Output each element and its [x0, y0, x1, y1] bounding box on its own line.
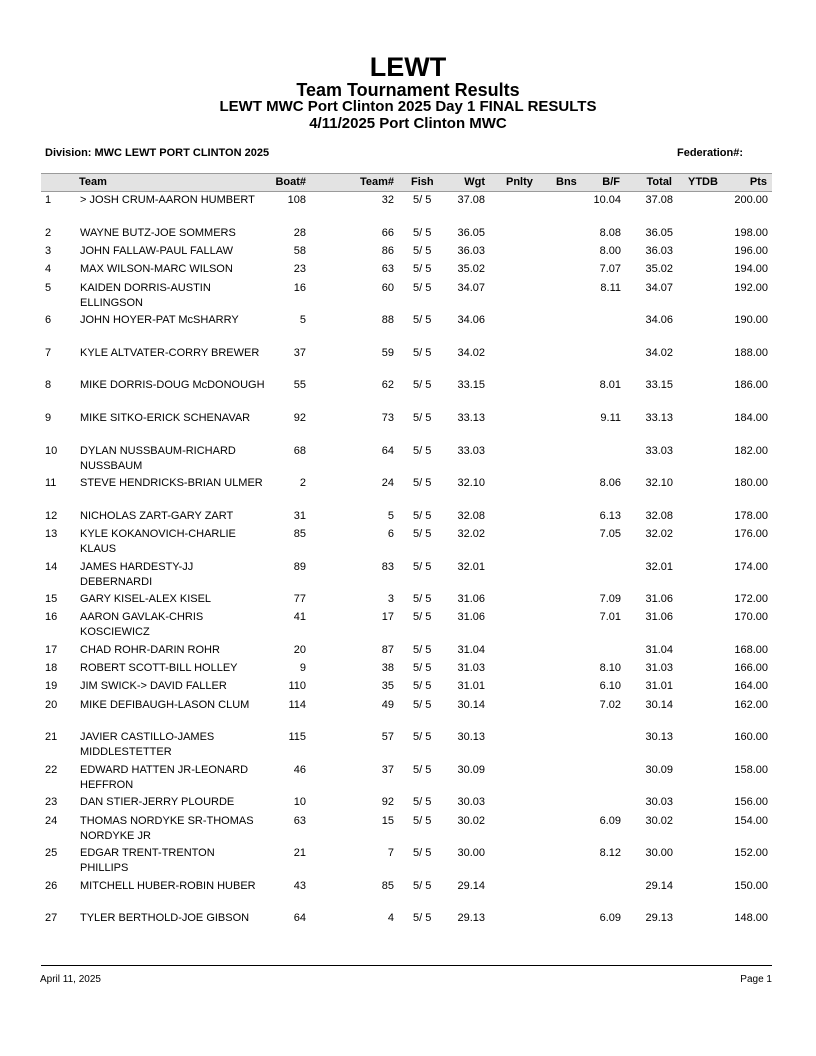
cell-total: 33.13	[645, 412, 673, 424]
cell-big-fish: 9.11	[600, 412, 621, 424]
cell-weight: 34.06	[457, 314, 485, 326]
cell-team-number: 62	[381, 379, 394, 391]
cell-big-fish: 7.09	[599, 593, 621, 605]
cell-fish: 5/ 5	[413, 379, 432, 391]
cell-boat: 89	[293, 561, 306, 573]
cell-weight: 31.03	[457, 662, 485, 674]
cell-team: TYLER BERTHOLD-JOE GIBSON	[80, 912, 250, 924]
cell-boat: 85	[293, 528, 306, 540]
cell-team: MITCHELL HUBER-ROBIN HUBER	[80, 880, 256, 892]
cell-place: 5	[45, 282, 52, 294]
cell-big-fish: 8.01	[599, 379, 621, 391]
cell-total: 31.06	[645, 611, 673, 623]
cell-total: 30.13	[645, 731, 673, 743]
cell-team: KAIDEN DORRIS-AUSTIN ELLINGSON	[80, 282, 211, 309]
cell-weight: 30.09	[457, 764, 485, 776]
cell-weight: 31.04	[457, 644, 485, 656]
cell-weight: 29.13	[457, 912, 485, 924]
cell-points: 194.00	[734, 263, 768, 275]
cell-team-number: 37	[381, 764, 394, 776]
col-header-total: Total	[646, 176, 672, 188]
cell-boat: 31	[293, 510, 306, 522]
cell-boat: 37	[293, 347, 306, 359]
cell-fish: 5/ 5	[413, 528, 432, 540]
cell-fish: 5/ 5	[413, 561, 432, 573]
cell-place: 18	[45, 662, 58, 674]
cell-weight: 30.14	[457, 699, 485, 711]
cell-weight: 31.06	[457, 611, 485, 623]
footer-date: April 11, 2025	[40, 974, 101, 985]
cell-big-fish: 8.10	[599, 662, 621, 674]
cell-place: 21	[45, 731, 58, 743]
cell-fish: 5/ 5	[413, 662, 432, 674]
cell-total: 36.05	[645, 227, 673, 239]
cell-boat: 58	[293, 245, 306, 257]
cell-fish: 5/ 5	[413, 412, 432, 424]
cell-team: THOMAS NORDYKE SR-THOMAS NORDYKE JR	[80, 815, 254, 842]
footer-rule	[41, 965, 772, 966]
cell-team-number: 64	[381, 445, 394, 457]
cell-place: 13	[45, 528, 58, 540]
cell-big-fish: 6.13	[599, 510, 621, 522]
col-header-teamno: Team#	[359, 176, 394, 188]
cell-total: 34.02	[645, 347, 673, 359]
cell-fish: 5/ 5	[413, 680, 432, 692]
cell-team-number: 49	[381, 699, 394, 711]
cell-team-number: 60	[381, 282, 394, 294]
cell-total: 34.07	[645, 282, 673, 294]
col-header-wgt: Wgt	[464, 176, 485, 188]
cell-team: EDGAR TRENT-TRENTON PHILLIPS	[80, 847, 215, 874]
cell-fish: 5/ 5	[413, 764, 432, 776]
cell-fish: 5/ 5	[413, 445, 432, 457]
cell-points: 150.00	[734, 880, 768, 892]
cell-big-fish: 6.10	[599, 680, 621, 692]
cell-place: 7	[45, 347, 52, 359]
cell-points: 168.00	[734, 644, 768, 656]
cell-team-number: 87	[381, 644, 394, 656]
cell-boat: 28	[293, 227, 306, 239]
report-date-location: 4/11/2025 Port Clinton MWC	[309, 115, 507, 132]
cell-points: 196.00	[734, 245, 768, 257]
cell-team-number: 6	[387, 528, 394, 540]
cell-boat: 43	[293, 880, 306, 892]
cell-fish: 5/ 5	[413, 699, 432, 711]
cell-team-number: 17	[381, 611, 394, 623]
cell-team-number: 4	[387, 912, 394, 924]
col-header-bf: B/F	[602, 176, 620, 188]
cell-fish: 5/ 5	[413, 796, 432, 808]
cell-team-number: 92	[381, 796, 394, 808]
cell-team: MIKE DORRIS-DOUG McDONOUGH	[80, 379, 265, 391]
cell-fish: 5/ 5	[413, 611, 432, 623]
cell-boat: 20	[293, 644, 306, 656]
cell-team-number: 35	[381, 680, 394, 692]
cell-team-number: 3	[387, 593, 394, 605]
cell-total: 34.06	[645, 314, 673, 326]
cell-weight: 29.14	[457, 880, 485, 892]
cell-team-number: 86	[381, 245, 394, 257]
cell-weight: 36.05	[457, 227, 485, 239]
cell-weight: 32.10	[457, 477, 485, 489]
cell-points: 176.00	[734, 528, 768, 540]
cell-boat: 55	[293, 379, 306, 391]
cell-team: JAMES HARDESTY-JJ DEBERNARDI	[80, 561, 194, 588]
col-header-pnlty: Pnlty	[506, 176, 533, 188]
cell-points: 160.00	[734, 731, 768, 743]
cell-total: 29.14	[645, 880, 673, 892]
cell-team-number: 32	[381, 194, 394, 206]
cell-weight: 34.07	[457, 282, 485, 294]
cell-fish: 5/ 5	[413, 245, 432, 257]
cell-team: AARON GAVLAK-CHRIS KOSCIEWICZ	[80, 611, 204, 638]
cell-fish: 5/ 5	[413, 227, 432, 239]
cell-weight: 30.02	[457, 815, 485, 827]
cell-team-number: 66	[381, 227, 394, 239]
cell-place: 15	[45, 593, 58, 605]
cell-points: 198.00	[734, 227, 768, 239]
cell-team: DYLAN NUSSBAUM-RICHARD NUSSBAUM	[80, 445, 236, 472]
cell-points: 152.00	[734, 847, 768, 859]
division-label: Division: MWC LEWT PORT CLINTON 2025	[45, 147, 270, 159]
cell-total: 30.03	[645, 796, 673, 808]
cell-big-fish: 8.08	[599, 227, 621, 239]
federation-label: Federation#:	[677, 147, 744, 159]
cell-points: 178.00	[734, 510, 768, 522]
cell-boat: 68	[293, 445, 306, 457]
cell-total: 30.02	[645, 815, 673, 827]
cell-place: 6	[45, 314, 52, 326]
cell-total: 31.06	[645, 593, 673, 605]
cell-team-number: 73	[381, 412, 394, 424]
cell-big-fish: 7.02	[599, 699, 621, 711]
cell-fish: 5/ 5	[413, 815, 432, 827]
cell-place: 14	[45, 561, 58, 573]
cell-points: 188.00	[734, 347, 768, 359]
cell-team: ROBERT SCOTT-BILL HOLLEY	[80, 662, 238, 674]
cell-team: DAN STIER-JERRY PLOURDE	[80, 796, 235, 808]
cell-team-number: 7	[387, 847, 394, 859]
cell-weight: 34.02	[457, 347, 485, 359]
cell-fish: 5/ 5	[413, 477, 432, 489]
cell-place: 10	[45, 445, 58, 457]
cell-fish: 5/ 5	[413, 731, 432, 743]
cell-team-number: 38	[381, 662, 394, 674]
cell-points: 186.00	[734, 379, 768, 391]
cell-boat: 110	[288, 680, 306, 692]
cell-team: MIKE SITKO-ERICK SCHENAVAR	[80, 412, 251, 424]
cell-weight: 32.02	[457, 528, 485, 540]
cell-team: > JOSH CRUM-AARON HUMBERT	[80, 194, 255, 206]
cell-fish: 5/ 5	[413, 314, 432, 326]
cell-fish: 5/ 5	[413, 510, 432, 522]
cell-team: JAVIER CASTILLO-JAMES MIDDLESTETTER	[80, 731, 215, 758]
cell-place: 8	[45, 379, 52, 391]
cell-points: 170.00	[734, 611, 768, 623]
cell-team: EDWARD HATTEN JR-LEONARD HEFFRON	[80, 764, 249, 791]
cell-total: 32.08	[645, 510, 673, 522]
cell-team: WAYNE BUTZ-JOE SOMMERS	[80, 227, 236, 239]
cell-place: 4	[45, 263, 52, 275]
cell-team: KYLE ALTVATER-CORRY BREWER	[80, 347, 260, 359]
cell-fish: 5/ 5	[413, 347, 432, 359]
cell-team: JOHN HOYER-PAT McSHARRY	[80, 314, 239, 326]
cell-total: 30.09	[645, 764, 673, 776]
cell-boat: 10	[293, 796, 306, 808]
cell-boat: 16	[293, 282, 306, 294]
cell-team-number: 57	[381, 731, 394, 743]
cell-place: 1	[45, 194, 52, 206]
cell-fish: 5/ 5	[413, 880, 432, 892]
cell-boat: 64	[293, 912, 306, 924]
cell-points: 182.00	[734, 445, 768, 457]
cell-boat: 108	[287, 194, 306, 206]
cell-weight: 32.01	[457, 561, 485, 573]
cell-boat: 114	[288, 699, 306, 711]
cell-team: MIKE DEFIBAUGH-LASON CLUM	[80, 699, 250, 711]
report-org-title: LEWT	[369, 52, 447, 82]
cell-place: 26	[45, 880, 58, 892]
cell-place: 20	[45, 699, 58, 711]
cell-place: 24	[45, 815, 58, 827]
cell-team: NICHOLAS ZART-GARY ZART	[80, 510, 234, 522]
cell-fish: 5/ 5	[413, 847, 432, 859]
cell-place: 2	[45, 227, 52, 239]
cell-team: STEVE HENDRICKS-BRIAN ULMER	[80, 477, 263, 489]
cell-team: CHAD ROHR-DARIN ROHR	[80, 644, 220, 656]
cell-boat: 5	[299, 314, 306, 326]
cell-big-fish: 6.09	[599, 912, 621, 924]
cell-points: 148.00	[734, 912, 768, 924]
cell-fish: 5/ 5	[413, 912, 432, 924]
cell-weight: 33.03	[457, 445, 485, 457]
cell-total: 36.03	[645, 245, 673, 257]
cell-points: 200.00	[734, 194, 768, 206]
cell-total: 31.01	[645, 680, 673, 692]
cell-big-fish: 8.11	[600, 282, 621, 294]
cell-team: MAX WILSON-MARC WILSON	[80, 263, 233, 275]
cell-points: 184.00	[734, 412, 768, 424]
cell-big-fish: 7.07	[599, 263, 621, 275]
col-header-pts: Pts	[749, 176, 767, 188]
cell-total: 30.00	[645, 847, 673, 859]
cell-points: 166.00	[734, 662, 768, 674]
cell-team-number: 63	[381, 263, 394, 275]
cell-weight: 30.00	[457, 847, 485, 859]
cell-place: 25	[45, 847, 58, 859]
col-header-ytdb: YTDB	[688, 176, 718, 188]
col-header-bns: Bns	[556, 176, 577, 188]
cell-points: 154.00	[734, 815, 768, 827]
cell-big-fish: 8.06	[599, 477, 621, 489]
cell-team-number: 24	[381, 477, 394, 489]
cell-fish: 5/ 5	[413, 282, 432, 294]
cell-boat: 63	[293, 815, 306, 827]
cell-team: JOHN FALLAW-PAUL FALLAW	[80, 245, 234, 257]
cell-place: 22	[45, 764, 58, 776]
cell-total: 31.04	[645, 644, 673, 656]
cell-weight: 30.13	[457, 731, 485, 743]
cell-place: 16	[45, 611, 58, 623]
cell-points: 164.00	[734, 680, 768, 692]
cell-boat: 41	[293, 611, 306, 623]
cell-boat: 21	[293, 847, 306, 859]
cell-points: 174.00	[734, 561, 768, 573]
cell-weight: 31.01	[457, 680, 485, 692]
cell-total: 29.13	[645, 912, 673, 924]
cell-place: 11	[45, 477, 57, 489]
cell-boat: 46	[293, 764, 306, 776]
cell-total: 37.08	[645, 194, 673, 206]
cell-boat: 23	[293, 263, 306, 275]
footer-page-number: Page 1	[740, 974, 772, 985]
cell-boat: 92	[293, 412, 306, 424]
cell-weight: 37.08	[457, 194, 485, 206]
cell-place: 12	[45, 510, 58, 522]
cell-big-fish: 10.04	[593, 194, 621, 206]
cell-weight: 33.13	[457, 412, 485, 424]
cell-boat: 77	[293, 593, 306, 605]
cell-weight: 31.06	[457, 593, 485, 605]
col-header-fish: Fish	[411, 176, 434, 188]
cell-boat: 9	[299, 662, 306, 674]
cell-big-fish: 7.01	[599, 611, 621, 623]
cell-big-fish: 8.00	[599, 245, 621, 257]
cell-boat: 115	[288, 731, 306, 743]
cell-big-fish: 8.12	[599, 847, 621, 859]
cell-team-number: 85	[381, 880, 394, 892]
cell-weight: 30.03	[457, 796, 485, 808]
cell-place: 27	[45, 912, 58, 924]
cell-fish: 5/ 5	[413, 263, 432, 275]
report-title: Team Tournament Results	[296, 80, 520, 100]
cell-team: KYLE KOKANOVICH-CHARLIE KLAUS	[80, 528, 236, 555]
cell-place: 9	[45, 412, 52, 424]
cell-fish: 5/ 5	[413, 593, 432, 605]
cell-points: 192.00	[734, 282, 768, 294]
cell-points: 172.00	[734, 593, 768, 605]
cell-points: 158.00	[734, 764, 768, 776]
cell-points: 190.00	[734, 314, 768, 326]
cell-fish: 5/ 5	[413, 194, 432, 206]
cell-team-number: 15	[381, 815, 394, 827]
cell-team-number: 59	[381, 347, 394, 359]
cell-big-fish: 7.05	[599, 528, 621, 540]
cell-place: 3	[45, 245, 52, 257]
cell-big-fish: 6.09	[599, 815, 621, 827]
cell-total: 31.03	[645, 662, 673, 674]
cell-points: 180.00	[734, 477, 768, 489]
report-subtitle: LEWT MWC Port Clinton 2025 Day 1 FINAL RESULTS	[219, 98, 597, 115]
cell-total: 35.02	[645, 263, 673, 275]
cell-weight: 36.03	[457, 245, 485, 257]
cell-total: 32.01	[645, 561, 673, 573]
cell-weight: 32.08	[457, 510, 485, 522]
cell-team: JIM SWICK-> DAVID FALLER	[80, 680, 227, 692]
cell-weight: 35.02	[457, 263, 485, 275]
cell-team-number: 88	[381, 314, 394, 326]
cell-total: 33.15	[645, 379, 673, 391]
cell-weight: 33.15	[457, 379, 485, 391]
cell-total: 30.14	[645, 699, 673, 711]
cell-fish: 5/ 5	[413, 644, 432, 656]
cell-points: 156.00	[734, 796, 768, 808]
cell-total: 32.02	[645, 528, 673, 540]
col-header-boat: Boat#	[275, 176, 306, 188]
cell-total: 33.03	[645, 445, 673, 457]
cell-team-number: 5	[387, 510, 394, 522]
cell-total: 32.10	[645, 477, 673, 489]
cell-team: GARY KISEL-ALEX KISEL	[80, 593, 212, 605]
cell-team-number: 83	[381, 561, 394, 573]
cell-points: 162.00	[734, 699, 768, 711]
cell-place: 17	[45, 644, 58, 656]
cell-boat: 2	[299, 477, 306, 489]
table-header	[41, 173, 772, 192]
cell-place: 23	[45, 796, 58, 808]
cell-place: 19	[45, 680, 58, 692]
col-header-team: Team	[79, 176, 107, 188]
